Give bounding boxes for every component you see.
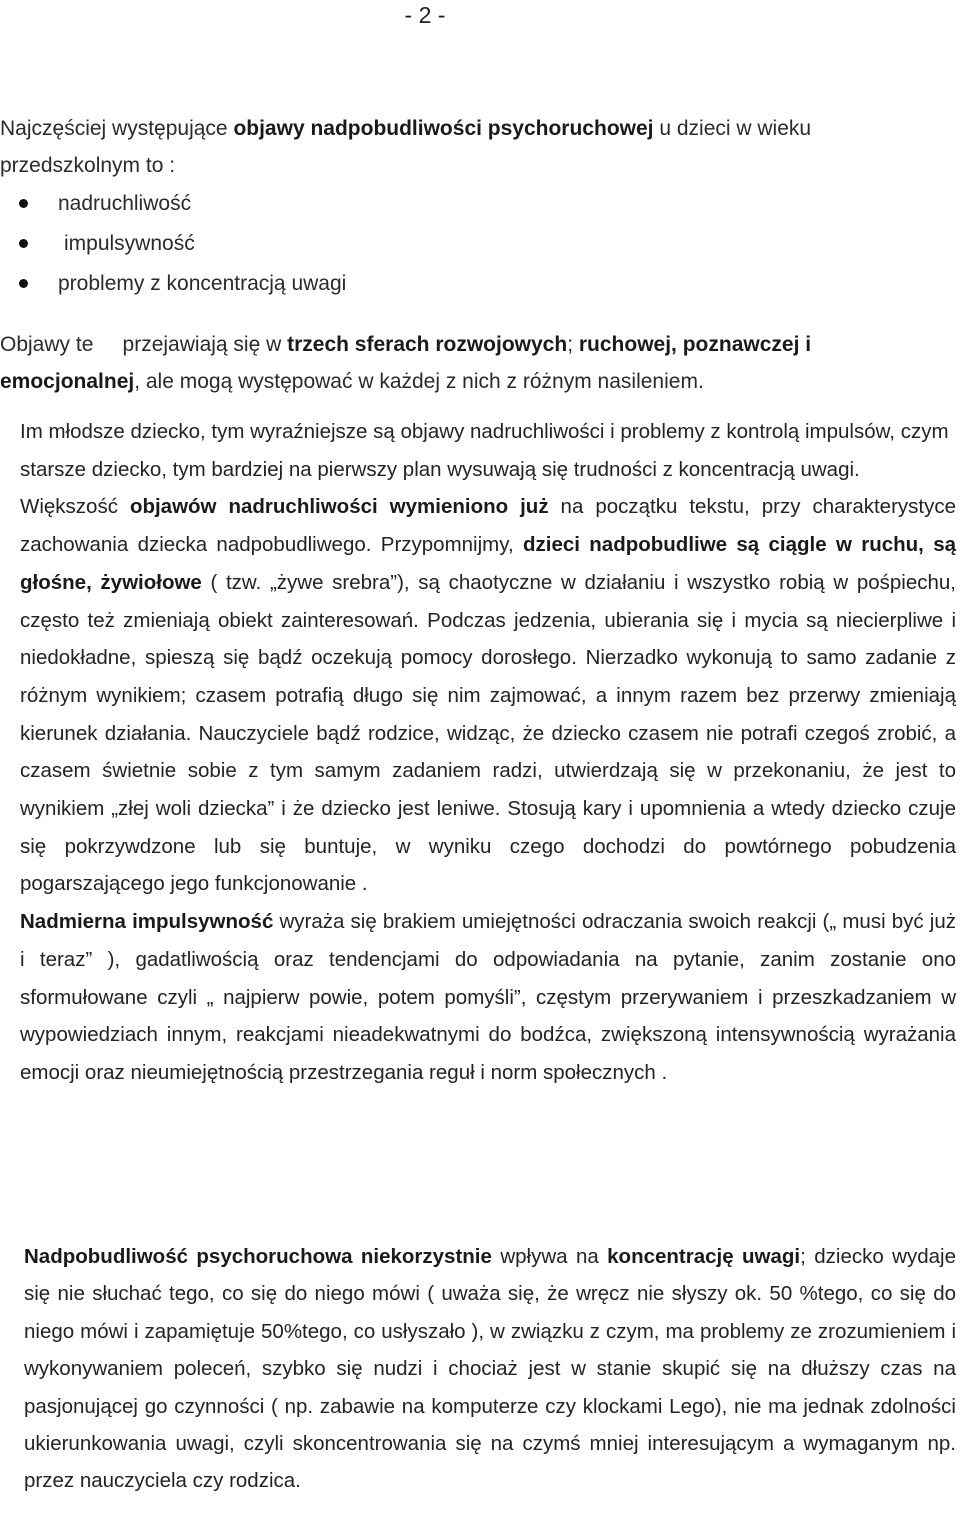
bullet-icon xyxy=(19,279,28,288)
bullet-icon xyxy=(19,199,28,208)
list-item: impulsywność xyxy=(0,224,955,264)
paragraph-main: Większość objawów nadruchliwości wymieniono już na początku tekstu, przy charakterystyce zachowania dziecka nadpobudliwego. Przypomnijmy, dzieci nadpobudliwe są ciągle w ruchu, są głośne, żywiołowe ( tzw. „żywe srebra”), są chaotyczne w działaniu i wszystko robią w pośpiechu, często też zmieniają obiekt zainteresowań. Podczas jedzenia, ubierania się i mycia są niecierpliwe i niedokładne, spieszą się bądź oczekują pomocy dorosłego. Nierzadko wykonują to samo zadanie z różnym wynikiem; czasem potrafią długo się nim zajmować, a innym razem bez przerwy zmieniają kierunek działania. Nauczyciele bądź rodzice, widząc, że dziecko czasem nie potrafi czegoś zrobić, a czasem świetnie sobie z tym samym zadaniem radzi, utwierdzają się w przekonaniu, że jest to wynikiem „złej woli dziecka” i że dziecko jest leniwe. Stosują kary i upomnienia a wtedy dziecko czuje się pokrzywdzone lub się buntuje, w wyniku czego dochodzi do powtórnego pobudzenia pogarszającego jego funkcjonowanie . xyxy=(20,495,956,896)
paragraph-impulsivity: Nadmierna impulsywność wyraża się brakiem umiejętności odraczania swoich reakcji („ musi być już i teraz” ), gadatliwością oraz tendencjami do odpowiadania na pytanie, zanim zostanie ono sformułowane czyli „ najpierw powie, potem pomyśli”, częstym przerywaniem i przeszkadzaniem w wypowiedziach innym, reakcjami nieadekwatnymi do bodźca, zwiększoną intensywnością wyrażania emocji oraz nieumiejętnością przestrzegania reguł i norm społecznych . xyxy=(20,910,956,1084)
list-item: nadruchliwość xyxy=(0,184,955,224)
intro-lead: Najczęściej występujące objawy nadpobudliwości psychoruchowej u dzieci w wieku przedszkolnym to : xyxy=(0,117,812,177)
bullet-icon xyxy=(19,239,28,248)
intro-lead-bold: objawy nadpobudliwości psychoruchowej xyxy=(233,117,654,140)
paragraph-age: Im młodsze dziecko, tym wyraźniejsze są objawy nadruchliwości i problemy z kontrolą impulsów, czym starsze dziecko, tym bardziej na pierwszy plan wysuwają się trudności z koncentracją uwagi. xyxy=(20,420,949,481)
list-item: problemy z koncentracją uwagi xyxy=(0,264,955,304)
objawy-paragraph: Objawy te przejawiają się w trzech sferach rozwojowych; ruchowej, poznawczej i emocjonalnej, ale mogą występować w każdej z nich z różnym nasileniem. xyxy=(0,333,817,393)
body-text xyxy=(20,413,956,1092)
page-number: - 2 - xyxy=(404,2,446,28)
intro-section xyxy=(0,110,955,400)
paragraph-concentration: Nadpobudliwość psychoruchowa niekorzystnie wpływa na koncentrację uwagi; dziecko wydaje się nie słuchać tego, co się do niego mówi ( uważa się, że wręcz nie słyszy ok. 50 %tego, co się do niego mówi i zapamiętuje 50%tego, co usłyszało ), w związku z czym, ma problemy ze zrozumieniem i wykonywaniem poleceń, szybko się nudzi i chociaż jest w stanie skupić się na dłuższy czas na pasjonującej go czynności ( np. zabawie na komputerze czy klockami Lego), nie ma jednak zdolności ukierunkowania uwagi, czyli skoncentrowania się na czymś mniej interesującym a wymaganym np. przez nauczyciela czy rodzica. xyxy=(24,1245,956,1493)
symptom-list xyxy=(0,184,955,304)
